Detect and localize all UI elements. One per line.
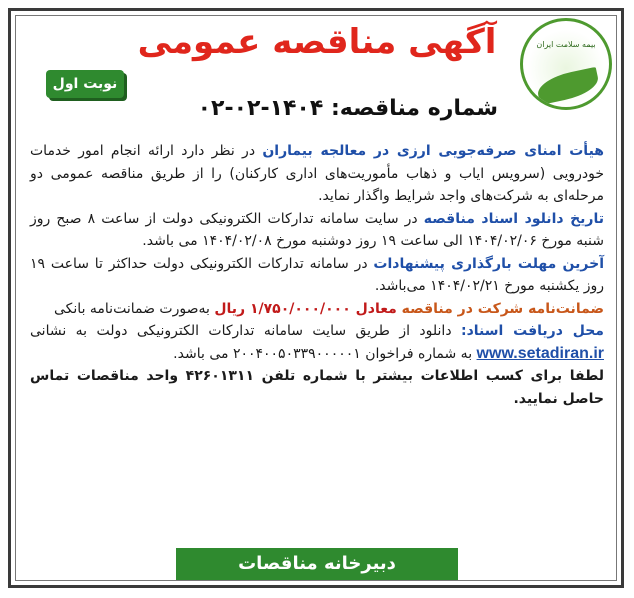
tender-number: شماره مناقصه: ۱۴۰۴-۰۲-۰۲ — [197, 96, 498, 121]
ad-title: آگهی مناقصه عمومی — [137, 22, 497, 62]
documents-text-2: به شماره فراخوان ۲۰۰۴۰۰۵۰۳۳۹۰۰۰۰۰۱ می باشد. — [173, 345, 477, 362]
paragraph-contact: لطفا برای کسب اطلاعات بیشتر با شماره تلفن ۴۲۶۰۱۳۱۱ واحد مناقصات تماس حاصل نمایید. — [30, 368, 604, 407]
guarantee-amount: معادل ۱/۷۵۰/۰۰۰/۰۰۰ ریال — [214, 300, 402, 317]
organizer-name: هیأت امنای صرفه‌جویی ارزی در معالجه بیماران — [262, 143, 604, 159]
download-date-text: در سایت سامانه تدارکات الکترونیکی دولت از ساعت ۸ صبح روز شنبه مورخ ۱۴۰۴/۰۲/۰۶ الی ساعت ۱۹ روز دوشنبه مورخ ۱۴۰۴/۰۲/۰۸ می باشد. — [30, 210, 604, 249]
paragraph-download-date — [30, 208, 604, 253]
leaf-logo-icon — [535, 67, 601, 105]
footer-secretariat: دبیرخانه مناقصات — [176, 548, 458, 580]
paragraph-intro — [30, 140, 604, 208]
documents-label: محل دریافت اسناد: — [460, 323, 604, 339]
download-date-label: تاریخ دانلود اسناد مناقصه — [423, 210, 604, 227]
logo-text: بیمه سلامت ایران — [536, 40, 596, 49]
deadline-label: آخرین مهلت بارگذاری پیشنهادات — [373, 255, 605, 272]
documents-text-1: دانلود از طریق سایت سامانه تدارکات الکترونیکی دولت به نشانی — [30, 323, 461, 339]
paragraph-deadline — [30, 253, 604, 298]
organization-logo — [520, 18, 612, 110]
first-publication-badge: نوبت اول — [46, 70, 124, 98]
deadline-text: در سامانه تدارکات الکترونیکی دولت حداکثر تا ساعت ۱۹ روز یکشنبه مورخ ۱۴۰۴/۰۲/۲۱ می‌باشد. — [30, 255, 604, 294]
setadiran-link[interactable]: www.setadiran.ir — [476, 344, 604, 362]
intro-text: در نظر دارد ارائه انجام امور خدمات خودرویی (سرویس ایاب و ذهاب مأموریت‌های اداری کارکنان) را از طریق مناقصه عمومی دو مرحله‌ای به شرکت‌های واجد شرایط واگذار نماید. — [30, 143, 604, 204]
ad-body — [30, 140, 604, 410]
guarantee-label: ضمانت‌نامه شرکت در مناقصه — [401, 300, 604, 317]
paragraph-guarantee — [30, 298, 604, 321]
guarantee-text: به‌صورت ضمانت‌نامه بانکی — [54, 300, 215, 317]
paragraph-documents — [30, 320, 604, 365]
